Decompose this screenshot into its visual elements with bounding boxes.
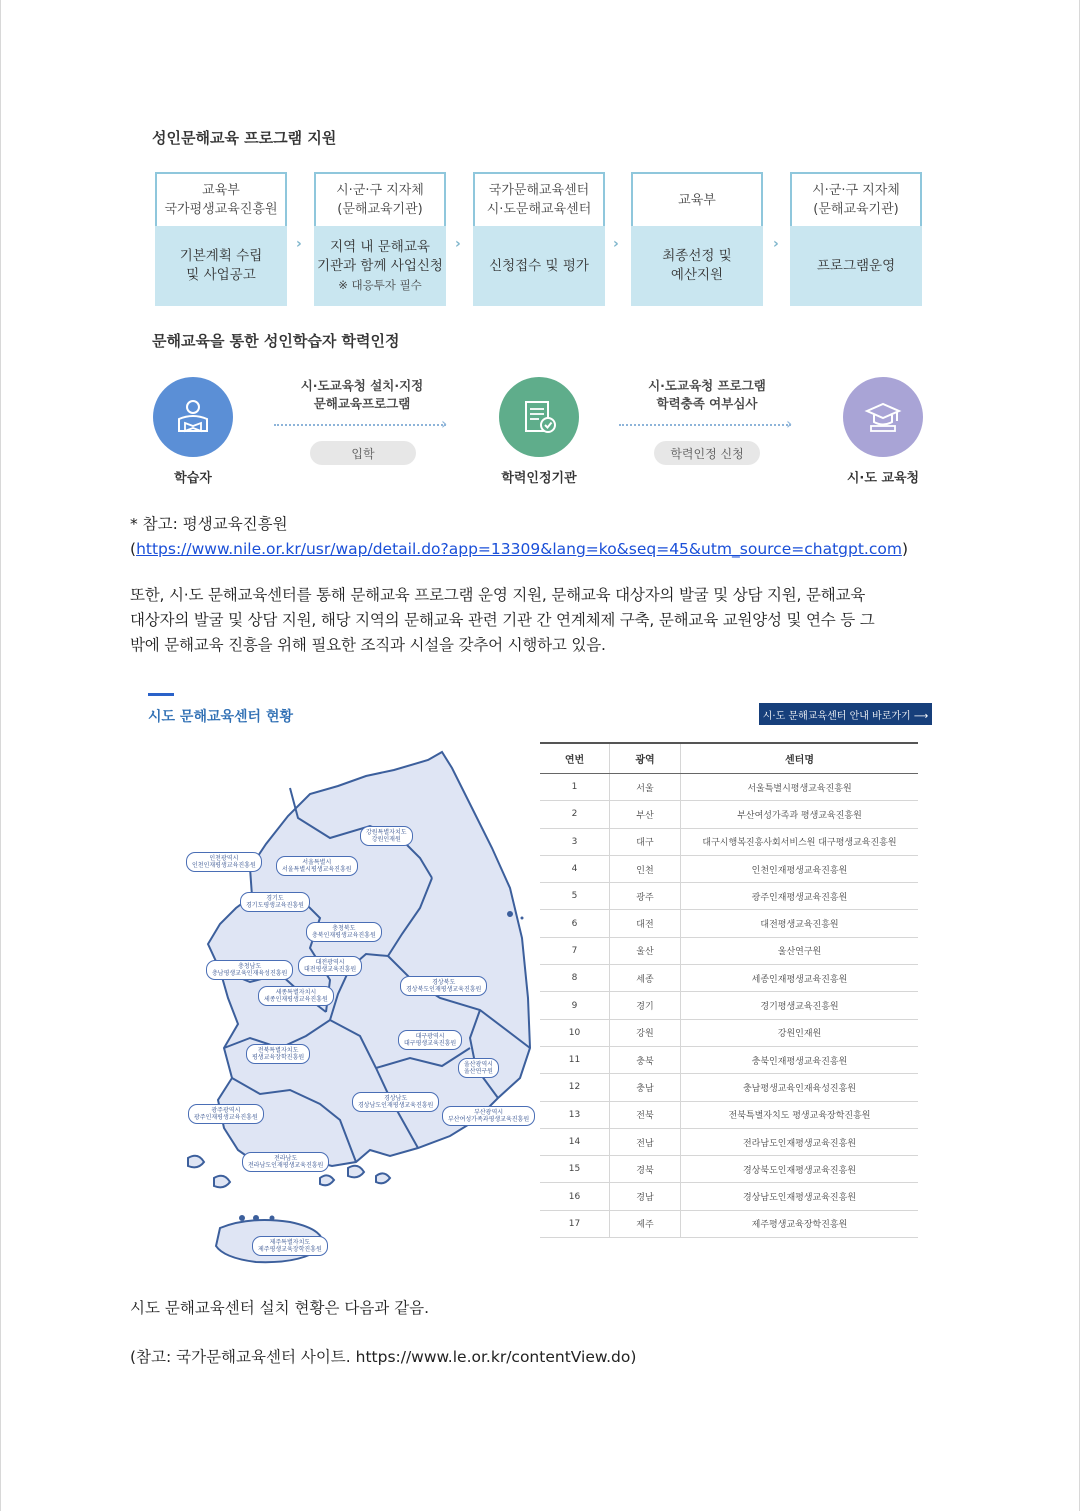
cell-center-name: 부산여성가족과 평생교육진흥원 <box>681 801 919 828</box>
arrow-caption-line: 학력충족 여부심사 <box>656 396 758 411</box>
cell-center-name: 대전평생교육진흥원 <box>681 910 919 937</box>
map-label-seoul <box>276 856 358 876</box>
learner-node <box>153 377 233 457</box>
flow-step-body-line: 최종선정 및 <box>662 248 732 264</box>
flow-step-header-line: 시·군·구 지자체 <box>336 183 424 198</box>
arrow-caption-line: 문해교육프로그램 <box>313 396 411 411</box>
cell-center-name: 세종인재평생교육진흥원 <box>681 965 919 992</box>
flow-step-header <box>473 172 605 226</box>
map-label-line: 울산연구원 <box>464 1068 493 1075</box>
cell-no: 13 <box>540 1101 610 1128</box>
flow-step-header-line: 국가평생교육진흥원 <box>164 202 278 217</box>
arrow-caption-2 <box>617 377 797 413</box>
reference-note <box>130 512 908 562</box>
program-section-title: 성인문해교육 프로그램 지원 <box>152 129 337 147</box>
map-label-gyeonggi <box>240 892 310 912</box>
map-label-line: 강원인재원 <box>371 836 401 843</box>
flow-step-header-line: (문해교육기관) <box>813 202 899 217</box>
cell-region: 경북 <box>610 1156 681 1183</box>
map-label-line: 경상북도인재평생교육진흥원 <box>406 986 482 993</box>
flow-step-body-line: 프로그램운영 <box>816 257 896 274</box>
cell-center-name: 강원인재원 <box>681 1019 919 1046</box>
map-label-gangwon <box>360 826 413 846</box>
korea-map-shape <box>180 748 540 1284</box>
cell-no: 17 <box>540 1210 610 1237</box>
table-row <box>540 1183 918 1210</box>
map-label-ulsan <box>458 1058 499 1078</box>
cell-no: 15 <box>540 1156 610 1183</box>
closing-reference: (참고: 국가문해교육센터 사이트. https://www.le.or.kr/contentView.do) <box>130 1348 637 1366</box>
flow-step-header-line: 시·도문해교육센터 <box>486 202 592 217</box>
cell-region: 울산 <box>610 937 681 964</box>
flow-step-header-line: 교육부 <box>202 183 240 198</box>
cell-no: 11 <box>540 1046 610 1073</box>
reference-link[interactable]: https://www.nile.or.kr/usr/wap/detail.do?app=13309&lang=ko&seq=45&utm_source=chatgpt.com <box>136 540 902 558</box>
cell-region: 충북 <box>610 1046 681 1073</box>
cell-no: 5 <box>540 883 610 910</box>
close-paren: ) <box>901 540 908 558</box>
map-label-line: 경상남도 <box>384 1095 408 1102</box>
flow-step-body-line: 예산지원 <box>670 267 724 283</box>
centers-table <box>540 742 918 1238</box>
reader-icon <box>171 395 215 439</box>
learner-label: 학습자 <box>174 471 212 486</box>
flow-step-body-line: 지역 내 문해교육 <box>330 238 430 255</box>
cell-center-name: 제주평생교육장학진흥원 <box>681 1210 919 1237</box>
paragraph-line: 밖에 문해교육 진흥을 위해 필요한 조직과 시설을 갖추어 시행하고 있음. <box>130 636 606 654</box>
flow-step-2 <box>314 172 446 306</box>
cell-center-name: 울산연구원 <box>681 937 919 964</box>
map-label-line: 전라남도인재평생교육진흥원 <box>248 1162 324 1169</box>
cell-center-name: 광주인재평생교육진흥원 <box>681 883 919 910</box>
institution-node <box>499 377 579 457</box>
education-office-node <box>843 377 923 457</box>
korea-map <box>180 748 540 1284</box>
map-label-sejong <box>258 986 334 1006</box>
flow-step-body-line: 기관과 함께 사업신청 <box>317 257 443 274</box>
page-border-left <box>0 0 1 1511</box>
map-label-incheon <box>186 852 262 872</box>
map-label-line: 세종특별자치시 <box>275 989 317 996</box>
flow-step-note: ※ 대응투자 필수 <box>338 277 422 292</box>
table-row <box>540 937 918 964</box>
table-row <box>540 1210 918 1237</box>
flow-step-body-line: 기본계획 수립 <box>179 248 263 264</box>
column-header-center: 센터명 <box>681 743 919 774</box>
cell-no: 9 <box>540 992 610 1019</box>
table-row <box>540 1019 918 1046</box>
cell-no: 10 <box>540 1019 610 1046</box>
map-label-line: 인천인재평생교육진흥원 <box>192 862 256 869</box>
map-label-chungbuk <box>306 922 382 942</box>
flow-step-body <box>631 226 763 306</box>
cell-center-name: 충남평생교육인재육성진흥원 <box>681 1074 919 1101</box>
cell-region: 제주 <box>610 1210 681 1237</box>
map-label-line: 충북인재평생교육진흥원 <box>312 932 376 939</box>
section-accent-bar <box>148 693 174 696</box>
map-label-line: 서울특별시평생교육진흥원 <box>282 866 352 873</box>
map-label-line: 대전광역시 <box>315 959 345 966</box>
map-label-gyeongbuk <box>400 976 487 996</box>
map-label-line: 대구평생교육진흥원 <box>404 1040 457 1047</box>
column-header-region: 광역 <box>610 743 681 774</box>
cell-region: 서울 <box>610 774 681 801</box>
map-label-line: 전북특별자치도 <box>257 1047 299 1054</box>
cell-region: 강원 <box>610 1019 681 1046</box>
map-label-jeonbuk <box>246 1044 310 1064</box>
cell-no: 16 <box>540 1183 610 1210</box>
map-label-gwangju <box>188 1104 264 1124</box>
document-check-icon <box>517 395 561 439</box>
institution-label: 학력인정기관 <box>501 471 577 486</box>
paragraph-line: 또한, 시·도 문해교육센터를 통해 문해교육 프로그램 운영 지원, 문해교육 대상자의 발굴 및 상담 지원, 문해교육 <box>130 586 866 604</box>
flow-step-header-line: (문해교육기관) <box>337 202 423 217</box>
flow-step-header <box>790 172 922 226</box>
closing-line: 시도 문해교육센터 설치 현황은 다음과 같음. <box>130 1299 430 1317</box>
reference-link-line <box>130 537 908 562</box>
map-label-line: 경기도평생교육진흥원 <box>246 902 304 909</box>
arrow-head-icon: › <box>786 414 793 433</box>
centers-guide-button[interactable]: 시·도 문해교육센터 안내 바로가기 ⟶ <box>759 703 932 725</box>
dotted-arrow-line <box>274 424 446 426</box>
table-row <box>540 1128 918 1155</box>
table-row <box>540 1156 918 1183</box>
cell-no: 4 <box>540 855 610 882</box>
chevron-right-icon: › <box>455 236 461 252</box>
table-row <box>540 801 918 828</box>
body-paragraph <box>130 583 875 658</box>
map-label-line: 대구광역시 <box>415 1033 445 1040</box>
graduation-cap-icon <box>861 395 905 439</box>
map-label-line: 강원특별자치도 <box>366 829 407 836</box>
map-label-line: 충청남도 <box>238 963 262 970</box>
table-row <box>540 1046 918 1073</box>
table-row <box>540 965 918 992</box>
table-body <box>540 774 918 1238</box>
chevron-right-icon: › <box>613 236 619 252</box>
arrow-caption-line: 시·도교육청 설치·지정 <box>300 378 424 393</box>
flow-step-header <box>631 172 763 226</box>
cell-center-name: 경상북도인재평생교육진흥원 <box>681 1156 919 1183</box>
cell-center-name: 인천인재평생교육진흥원 <box>681 855 919 882</box>
map-label-line: 충청북도 <box>332 925 356 932</box>
table-header-row <box>540 743 918 774</box>
admission-pill: 입학 <box>310 441 416 465</box>
map-label-line: 울산광역시 <box>464 1061 493 1068</box>
flow-step-4 <box>631 172 763 306</box>
cell-center-name: 충북인재평생교육진흥원 <box>681 1046 919 1073</box>
column-header-no: 연번 <box>540 743 610 774</box>
arrow-caption-1 <box>272 377 452 413</box>
map-label-line: 대전평생교육진흥원 <box>304 966 357 973</box>
table-row <box>540 992 918 1019</box>
cell-center-name: 경기평생교육진흥원 <box>681 992 919 1019</box>
centers-section-title: 시도 문해교육센터 현황 <box>148 709 293 725</box>
education-office-label: 시·도 교육청 <box>846 471 920 486</box>
table-row <box>540 855 918 882</box>
table-row <box>540 774 918 801</box>
chevron-right-icon: › <box>773 236 779 252</box>
dotted-arrow-line <box>619 424 791 426</box>
flow-step-body-line: 및 사업공고 <box>186 267 256 283</box>
cell-no: 7 <box>540 937 610 964</box>
cell-region: 경남 <box>610 1183 681 1210</box>
cell-region: 전북 <box>610 1101 681 1128</box>
cell-region: 충남 <box>610 1074 681 1101</box>
table-row <box>540 883 918 910</box>
flow-step-header <box>314 172 446 226</box>
map-label-line: 광주광역시 <box>211 1107 241 1114</box>
table-row <box>540 1074 918 1101</box>
map-label-line: 서울특별시 <box>302 859 332 866</box>
map-label-line: 광주인재평생교육진흥원 <box>194 1114 258 1121</box>
flow-step-body-line: 신청접수 및 평가 <box>489 257 589 274</box>
map-label-line: 경상남도인재평생교육진흥원 <box>358 1102 434 1109</box>
paragraph-line: 대상자의 발굴 및 상담 지원, 해당 지역의 문해교육 관련 기관 간 연계체제 구축, 문해교육 교원양성 및 연수 등 그 <box>130 611 875 629</box>
cell-no: 2 <box>540 801 610 828</box>
cell-region: 부산 <box>610 801 681 828</box>
map-label-line: 전라남도 <box>274 1155 298 1162</box>
arrow-caption-line: 시·도교육청 프로그램 <box>648 378 766 393</box>
cell-center-name: 서울특별시평생교육진흥원 <box>681 774 919 801</box>
cell-center-name: 대구시행복진흥사회서비스원 대구평생교육진흥원 <box>681 828 919 855</box>
cell-center-name: 경상남도인재평생교육진흥원 <box>681 1183 919 1210</box>
map-label-gyeongnam <box>352 1092 439 1112</box>
flow-step-body <box>790 226 922 306</box>
cell-no: 1 <box>540 774 610 801</box>
map-label-chungnam <box>206 960 293 980</box>
open-paren: ( <box>130 540 137 558</box>
table-row <box>540 910 918 937</box>
cell-no: 8 <box>540 965 610 992</box>
flow-step-body <box>473 226 605 306</box>
map-label-line: 평생교육장학진흥원 <box>252 1054 305 1061</box>
cell-no: 6 <box>540 910 610 937</box>
chevron-right-icon: › <box>296 236 302 252</box>
cell-no: 3 <box>540 828 610 855</box>
map-label-line: 충남평생교육인재육성진흥원 <box>212 970 288 977</box>
flow-step-body <box>155 226 287 306</box>
flow-step-header-line: 교육부 <box>678 192 716 208</box>
recognition-request-pill: 학력인정 신청 <box>654 441 760 465</box>
recognition-section-title: 문해교육을 통한 성인학습자 학력인정 <box>152 332 400 350</box>
flow-step-1 <box>155 172 287 306</box>
map-label-line: 세종인재평생교육진흥원 <box>264 996 328 1003</box>
cell-no: 12 <box>540 1074 610 1101</box>
flow-step-header <box>155 172 287 226</box>
cell-region: 광주 <box>610 883 681 910</box>
cell-center-name: 전북특별자치도 평생교육장학진흥원 <box>681 1101 919 1128</box>
map-label-line: 경상북도 <box>432 979 456 986</box>
map-label-daejeon <box>298 956 362 976</box>
map-label-jeju <box>252 1236 328 1256</box>
reference-prefix: * 참고: 평생교육진흥원 <box>130 515 288 533</box>
cell-region: 대구 <box>610 828 681 855</box>
cell-center-name: 전라남도인재평생교육진흥원 <box>681 1128 919 1155</box>
flow-step-body <box>314 226 446 306</box>
cell-region: 대전 <box>610 910 681 937</box>
cell-region: 세종 <box>610 965 681 992</box>
map-label-jeonnam <box>242 1152 329 1172</box>
flow-step-5 <box>790 172 922 306</box>
table-row <box>540 1101 918 1128</box>
flow-step-header-line: 국가문해교육센터 <box>488 183 590 198</box>
table-row <box>540 828 918 855</box>
map-label-line: 부산광역시 <box>474 1109 504 1116</box>
map-label-line: 제주특별자치도 <box>269 1239 311 1246</box>
cell-region: 전남 <box>610 1128 681 1155</box>
flow-step-3 <box>473 172 605 306</box>
map-label-busan <box>442 1106 535 1126</box>
cell-region: 인천 <box>610 855 681 882</box>
map-label-daegu <box>398 1030 462 1050</box>
map-label-line: 인천광역시 <box>209 855 239 862</box>
cell-no: 14 <box>540 1128 610 1155</box>
map-label-line: 경기도 <box>266 895 284 902</box>
map-label-line: 제주평생교육장학진흥원 <box>258 1246 322 1253</box>
flow-step-header-line: 시·군·구 지자체 <box>812 183 900 198</box>
cell-region: 경기 <box>610 992 681 1019</box>
arrow-head-icon: › <box>441 414 448 433</box>
map-label-line: 부산여성가족과평생교육진흥원 <box>448 1116 530 1123</box>
